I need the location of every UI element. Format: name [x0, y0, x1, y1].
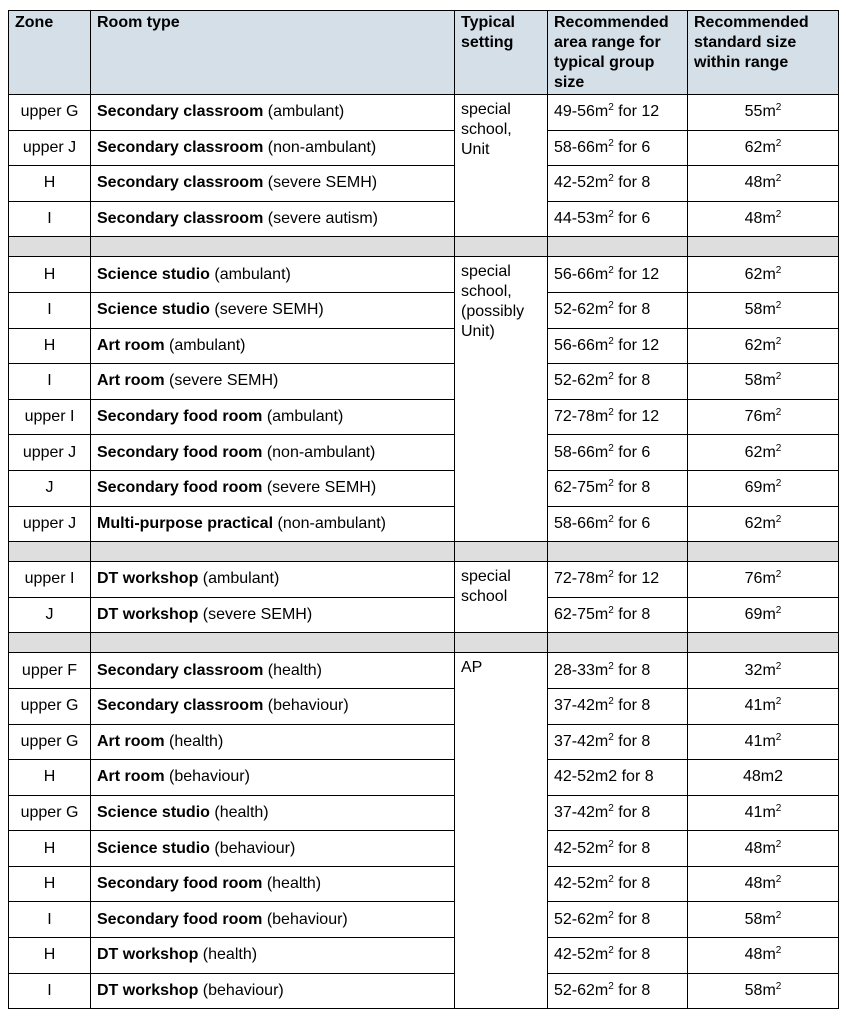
area-range-cell: $52-62m^2$ for 8 [548, 902, 688, 938]
standard-size-cell: $69m^2$ [688, 597, 839, 633]
superscript-2: 2 [775, 569, 782, 581]
room-name: Science studio [97, 265, 210, 283]
standard-size-cell: $62m^2$ [688, 506, 839, 542]
zone-cell: upper F [9, 653, 91, 689]
zone-cell: upper G [9, 795, 91, 831]
room-qualifier: (ambulant) [214, 265, 291, 283]
superscript-2: 2 [775, 731, 782, 743]
room-type-cell [91, 506, 455, 542]
room-type-cell [91, 938, 455, 974]
superscript-2: 2 [775, 407, 782, 419]
superscript-2: 2 [608, 569, 614, 581]
superscript-2: 2 [775, 442, 782, 454]
zone-cell: H [9, 831, 91, 867]
table-row [9, 399, 839, 435]
superscript-2: 2 [775, 838, 782, 850]
area-range-cell: $62-75m^2$ for 8 [548, 470, 688, 506]
standard-size-cell: $41m^2$ [688, 795, 839, 831]
room-type-cell [91, 831, 455, 867]
separator-row [9, 542, 839, 562]
zone-cell: I [9, 973, 91, 1009]
separator-cell [91, 237, 455, 257]
room-type-cell [91, 435, 455, 471]
standard-size-cell: $58m^2$ [688, 364, 839, 400]
room-type-cell [91, 562, 455, 598]
room-qualifier: (ambulant) [169, 336, 246, 354]
table-row [9, 364, 839, 400]
superscript-2: 2 [608, 802, 614, 814]
typical-setting-cell: special school [455, 562, 548, 633]
room-name: Science studio [97, 839, 210, 857]
header-area-range: Recommended area range for typical group size [548, 11, 688, 95]
table-body [9, 95, 839, 1009]
header-standard-size: Recommended standard size within range [688, 11, 839, 95]
zone-cell: I [9, 902, 91, 938]
area-range-cell: $58-66m^2$ for 6 [548, 130, 688, 166]
table-row [9, 292, 839, 328]
room-name: Art room [97, 336, 165, 354]
separator-cell [688, 237, 839, 257]
room-name: Multi-purpose practical [97, 514, 274, 532]
header-room-type: Room type [91, 11, 455, 95]
room-type-cell [91, 399, 455, 435]
standard-size-cell: $48m^2$ [688, 866, 839, 902]
table-row [9, 973, 839, 1009]
table-row [9, 653, 839, 689]
zone-cell: I [9, 292, 91, 328]
superscript-2: 2 [608, 660, 614, 672]
separator-cell [9, 237, 91, 257]
superscript-2: 2 [775, 909, 782, 921]
superscript-2: 2 [775, 371, 782, 383]
room-type-cell [91, 201, 455, 237]
standard-size-cell: $41m^2$ [688, 688, 839, 724]
zone-cell: H [9, 166, 91, 202]
room-type-cell [91, 688, 455, 724]
area-range-cell: $37-42m^2$ for 8 [548, 795, 688, 831]
room-type-cell [91, 653, 455, 689]
room-size-table [8, 10, 839, 1009]
zone-cell: upper G [9, 724, 91, 760]
separator-row [9, 237, 839, 257]
area-range-cell: $56-66m^2$ for 12 [548, 257, 688, 293]
header-zone: Zone [9, 11, 91, 95]
room-name: Secondary food room [97, 443, 263, 461]
area-range-cell: $56-66m^2$ for 12 [548, 328, 688, 364]
typical-setting-cell: AP [455, 653, 548, 1009]
typical-setting-cell: special school, Unit [455, 95, 548, 237]
superscript-2: 2 [775, 264, 782, 276]
standard-size-cell: $55m^2$ [688, 95, 839, 131]
room-qualifier: (non-ambulant) [267, 138, 377, 156]
superscript-2: 2 [608, 945, 614, 957]
standard-size-cell: $69m^2$ [688, 470, 839, 506]
standard-size-cell: $48m^2$ [688, 166, 839, 202]
separator-cell [548, 633, 688, 653]
room-name: DT workshop [97, 606, 199, 624]
area-range-cell: $42-52m^2$ for 8 [548, 866, 688, 902]
superscript-2: 2 [608, 173, 614, 185]
zone-cell: upper G [9, 95, 91, 131]
room-type-cell [91, 902, 455, 938]
separator-cell [548, 542, 688, 562]
superscript-2: 2 [608, 264, 614, 276]
zone-cell: upper I [9, 399, 91, 435]
superscript-2: 2 [775, 980, 782, 992]
room-name: Art room [97, 372, 165, 390]
room-qualifier: (severe SEMH) [202, 606, 313, 624]
superscript-2: 2 [775, 696, 782, 708]
room-qualifier: (behaviour) [214, 839, 296, 857]
superscript-2: 2 [775, 335, 782, 347]
standard-size-cell: $48m^2$ [688, 831, 839, 867]
standard-size-cell: $48m^2$ [688, 938, 839, 974]
standard-size-cell: 48m2 [688, 760, 839, 796]
superscript-2: 2 [608, 407, 614, 419]
standard-size-cell: $48m^2$ [688, 201, 839, 237]
area-range-cell: $52-62m^2$ for 8 [548, 973, 688, 1009]
area-range-cell: $72-78m^2$ for 12 [548, 562, 688, 598]
zone-cell: upper J [9, 506, 91, 542]
room-qualifier: (severe SEMH) [214, 301, 324, 319]
room-name: Art room [97, 732, 165, 750]
room-type-cell [91, 795, 455, 831]
area-range-cell: $58-66m^2$ for 6 [548, 506, 688, 542]
superscript-2: 2 [608, 442, 614, 454]
table-row [9, 435, 839, 471]
area-range-cell: $72-78m^2$ for 12 [548, 399, 688, 435]
room-qualifier: (non-ambulant) [266, 443, 376, 461]
room-name: DT workshop [97, 946, 199, 964]
table-row [9, 795, 839, 831]
room-name: Secondary classroom [97, 103, 264, 121]
room-qualifier: (severe autism) [267, 210, 378, 228]
room-qualifier: (health) [267, 661, 322, 679]
room-qualifier: (ambulant) [266, 408, 344, 426]
room-name: Secondary classroom [97, 210, 264, 228]
table-row [9, 257, 839, 293]
standard-size-cell: $41m^2$ [688, 724, 839, 760]
superscript-2: 2 [608, 980, 614, 992]
zone-cell: I [9, 364, 91, 400]
separator-cell [455, 633, 548, 653]
area-range-cell: $37-42m^2$ for 8 [548, 688, 688, 724]
zone-cell: H [9, 938, 91, 974]
room-name: Art room [97, 768, 165, 786]
room-qualifier: (health) [214, 803, 269, 821]
room-name: Science studio [97, 803, 210, 821]
room-type-cell [91, 292, 455, 328]
standard-size-cell: $62m^2$ [688, 130, 839, 166]
area-range-cell: $28-33m^2$ for 8 [548, 653, 688, 689]
area-range-cell: $42-52m^2$ for 8 [548, 938, 688, 974]
zone-cell: J [9, 597, 91, 633]
room-name: Secondary classroom [97, 697, 264, 715]
separator-cell [688, 633, 839, 653]
room-type-cell [91, 724, 455, 760]
table-row [9, 166, 839, 202]
table-row [9, 506, 839, 542]
separator-row [9, 633, 839, 653]
room-type-cell [91, 866, 455, 902]
superscript-2: 2 [775, 173, 782, 185]
table-header [9, 11, 839, 95]
room-type-cell [91, 364, 455, 400]
standard-size-cell: $62m^2$ [688, 328, 839, 364]
superscript-2: 2 [608, 874, 614, 886]
zone-cell: upper I [9, 562, 91, 598]
table-row [9, 831, 839, 867]
superscript-2: 2 [608, 731, 614, 743]
superscript-2: 2 [608, 478, 614, 490]
standard-size-cell: $58m^2$ [688, 973, 839, 1009]
typical-setting-cell: special school, (possibly Unit) [455, 257, 548, 542]
superscript-2: 2 [775, 945, 782, 957]
room-qualifier: (behaviour) [202, 981, 284, 999]
standard-size-cell: $76m^2$ [688, 562, 839, 598]
header-row [9, 11, 839, 95]
superscript-2: 2 [608, 605, 614, 617]
area-range-cell: $52-62m^2$ for 8 [548, 364, 688, 400]
table-row [9, 201, 839, 237]
room-name: Science studio [97, 301, 210, 319]
standard-size-cell: $32m^2$ [688, 653, 839, 689]
table-row [9, 724, 839, 760]
room-name: DT workshop [97, 570, 199, 588]
superscript-2: 2 [775, 478, 782, 490]
table-row [9, 562, 839, 598]
room-qualifier: (ambulant) [202, 570, 280, 588]
superscript-2: 2 [775, 137, 782, 149]
area-range-cell: $44-53m^2$ for 6 [548, 201, 688, 237]
zone-cell: I [9, 201, 91, 237]
room-name: Secondary food room [97, 910, 263, 928]
room-size-table-container [8, 10, 839, 1009]
room-qualifier: (behaviour) [169, 768, 250, 786]
separator-cell [688, 542, 839, 562]
standard-size-cell: $58m^2$ [688, 902, 839, 938]
separator-cell [9, 542, 91, 562]
room-qualifier: (health) [202, 946, 258, 964]
room-type-cell [91, 257, 455, 293]
superscript-2: 2 [608, 696, 614, 708]
standard-size-cell: $76m^2$ [688, 399, 839, 435]
room-name: Secondary classroom [97, 174, 264, 192]
standard-size-cell: $62m^2$ [688, 435, 839, 471]
separator-cell [548, 237, 688, 257]
table-row [9, 688, 839, 724]
area-range-cell: 42-52m2 for 8 [548, 760, 688, 796]
superscript-2: 2 [608, 909, 614, 921]
room-qualifier: (health) [169, 732, 224, 750]
area-range-cell: $62-75m^2$ for 8 [548, 597, 688, 633]
superscript-2: 2 [775, 209, 782, 221]
room-type-cell [91, 328, 455, 364]
room-type-cell [91, 166, 455, 202]
separator-cell [91, 542, 455, 562]
room-type-cell [91, 130, 455, 166]
zone-cell: H [9, 760, 91, 796]
superscript-2: 2 [608, 137, 614, 149]
room-name: Secondary classroom [97, 138, 264, 156]
area-range-cell: $42-52m^2$ for 8 [548, 166, 688, 202]
room-name: Secondary food room [97, 479, 263, 497]
header-typical-setting: Typical setting [455, 11, 548, 95]
area-range-cell: $58-66m^2$ for 6 [548, 435, 688, 471]
table-row [9, 470, 839, 506]
superscript-2: 2 [775, 513, 782, 525]
superscript-2: 2 [608, 102, 614, 114]
superscript-2: 2 [775, 874, 782, 886]
table-row [9, 866, 839, 902]
superscript-2: 2 [608, 300, 614, 312]
room-qualifier: (severe SEMH) [267, 174, 378, 192]
superscript-2: 2 [608, 513, 614, 525]
superscript-2: 2 [775, 605, 782, 617]
area-range-cell: $52-62m^2$ for 8 [548, 292, 688, 328]
superscript-2: 2 [608, 838, 614, 850]
room-qualifier: (ambulant) [267, 103, 345, 121]
area-range-cell: $37-42m^2$ for 8 [548, 724, 688, 760]
separator-cell [455, 237, 548, 257]
table-row [9, 760, 839, 796]
room-name: Secondary classroom [97, 661, 264, 679]
room-qualifier: (severe SEMH) [169, 372, 279, 390]
table-row [9, 938, 839, 974]
room-type-cell [91, 760, 455, 796]
area-range-cell: $42-52m^2$ for 8 [548, 831, 688, 867]
room-name: Secondary food room [97, 875, 263, 893]
zone-cell: J [9, 470, 91, 506]
zone-cell: upper J [9, 130, 91, 166]
room-type-cell [91, 597, 455, 633]
table-row [9, 902, 839, 938]
room-name: Secondary food room [97, 408, 263, 426]
table-row [9, 95, 839, 131]
superscript-2: 2 [608, 335, 614, 347]
superscript-2: 2 [775, 660, 782, 672]
room-type-cell [91, 973, 455, 1009]
table-row [9, 328, 839, 364]
superscript-2: 2 [775, 802, 782, 814]
superscript-2: 2 [608, 371, 614, 383]
standard-size-cell: $62m^2$ [688, 257, 839, 293]
table-row [9, 597, 839, 633]
room-qualifier: (non-ambulant) [277, 514, 386, 532]
room-qualifier: (health) [266, 875, 322, 893]
zone-cell: upper J [9, 435, 91, 471]
room-type-cell [91, 95, 455, 131]
zone-cell: H [9, 866, 91, 902]
standard-size-cell: $58m^2$ [688, 292, 839, 328]
separator-cell [9, 633, 91, 653]
room-type-cell [91, 470, 455, 506]
table-row [9, 130, 839, 166]
zone-cell: H [9, 328, 91, 364]
room-qualifier: (severe SEMH) [266, 479, 377, 497]
separator-cell [455, 542, 548, 562]
zone-cell: H [9, 257, 91, 293]
area-range-cell: $49-56m^2$ for 12 [548, 95, 688, 131]
zone-cell: upper G [9, 688, 91, 724]
separator-cell [91, 633, 455, 653]
room-qualifier: (behaviour) [266, 910, 348, 928]
room-qualifier: (behaviour) [267, 697, 349, 715]
superscript-2: 2 [775, 102, 782, 114]
room-name: DT workshop [97, 981, 199, 999]
superscript-2: 2 [775, 300, 782, 312]
superscript-2: 2 [608, 209, 614, 221]
